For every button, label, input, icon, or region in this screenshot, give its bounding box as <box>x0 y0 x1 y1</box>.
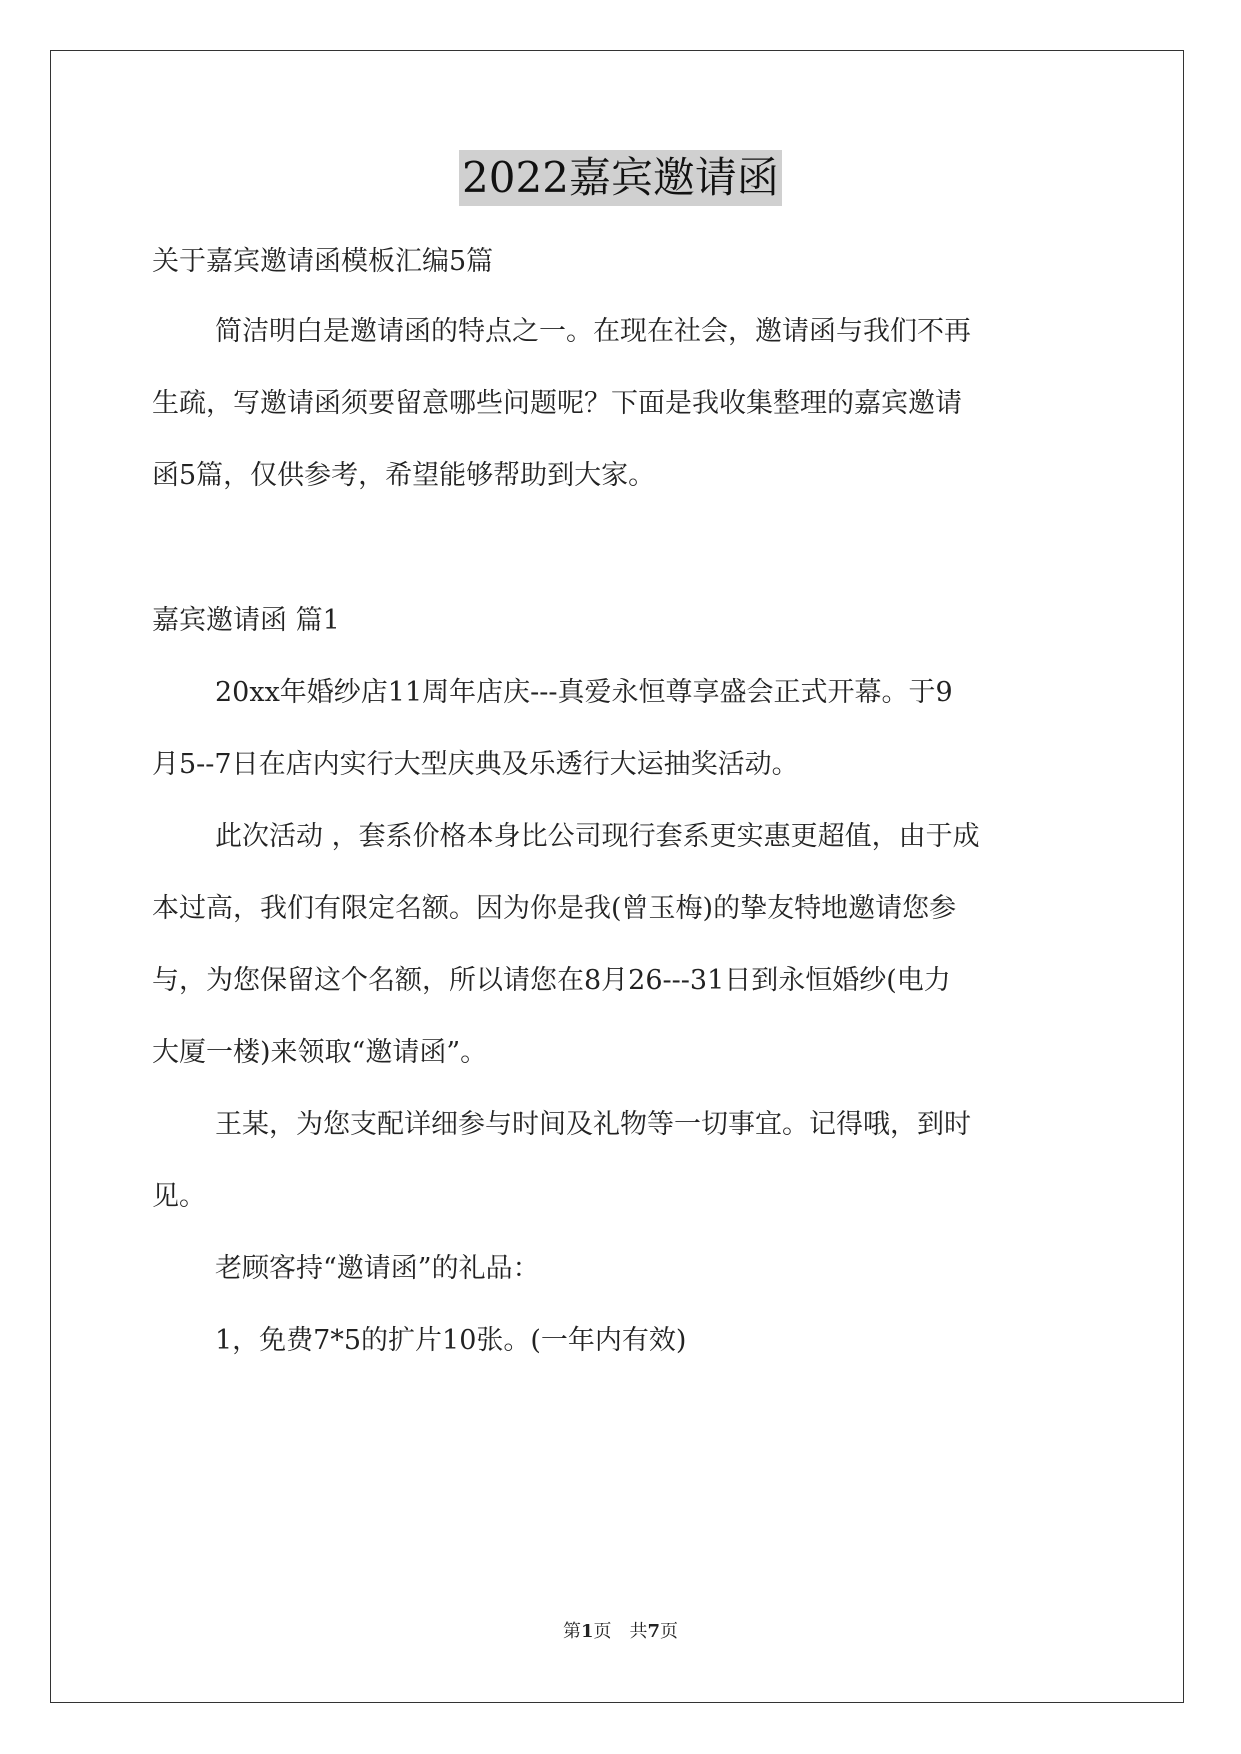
document-subtitle: 关于嘉宾邀请函模板汇编5篇 <box>152 246 494 277</box>
body-line-7: 王某，为您支配详细参与时间及礼物等一切事宜。记得哦，到时 <box>215 1109 971 1140</box>
footer-page-prefix: 第 <box>562 1621 581 1642</box>
title-container <box>0 150 1241 206</box>
body-line-10: 1，免费7*5的扩片10张。(一年内有效) <box>215 1325 687 1356</box>
body-line-8: 见。 <box>152 1181 206 1212</box>
intro-line-2: 生疏，写邀请函须要留意哪些问题呢？下面是我收集整理的嘉宾邀请 <box>152 388 962 419</box>
footer-page-total: 7 <box>647 1621 661 1642</box>
body-line-1: 20xx年婚纱店11周年店庆---真爱永恒尊享盛会正式开幕。于9 <box>215 677 953 708</box>
body-line-3: 此次活动 ，套系价格本身比公司现行套系更实惠更超值，由于成 <box>215 821 980 852</box>
body-line-6: 大厦一楼)来领取“邀请函”。 <box>152 1037 488 1068</box>
footer-page-current: 1 <box>580 1621 594 1642</box>
footer-page-mid: 页 <box>593 1621 612 1642</box>
intro-line-1: 简洁明白是邀请函的特点之一。在现在社会，邀请函与我们不再 <box>215 316 971 347</box>
footer-total-suffix: 页 <box>660 1621 679 1642</box>
footer-total-prefix: 共 <box>629 1621 648 1642</box>
body-line-4: 本过高，我们有限定名额。因为你是我(曾玉梅)的挚友特地邀请您参 <box>152 893 957 924</box>
page-border <box>50 50 1184 1703</box>
body-line-5: 与，为您保留这个名额，所以请您在8月26---31日到永恒婚纱(电力 <box>152 965 951 996</box>
intro-line-3: 函5篇，仅供参考，希望能够帮助到大家。 <box>152 460 656 491</box>
section-heading: 嘉宾邀请函 篇1 <box>152 605 340 636</box>
body-line-2: 月5--7日在店内实行大型庆典及乐透行大运抽奖活动。 <box>152 749 799 780</box>
page-footer <box>0 1620 1241 1644</box>
body-line-9: 老顾客持“邀请函”的礼品： <box>215 1253 540 1284</box>
document-title: 2022嘉宾邀请函 <box>459 150 782 206</box>
